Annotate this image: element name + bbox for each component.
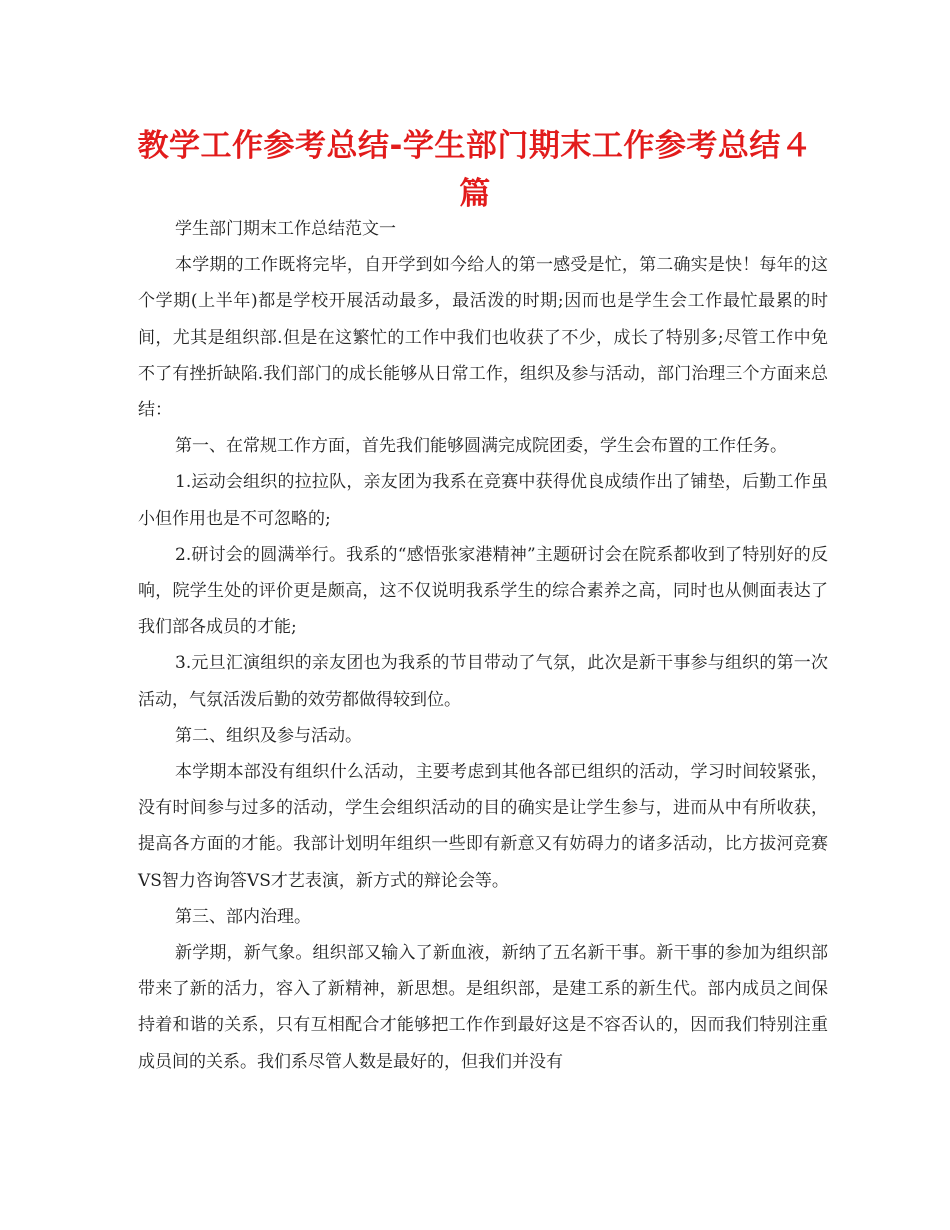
paragraph-section-two-body: 本学期本部没有组织什么活动，主要考虑到其他各部已组织的活动，学习时间较紧张，没有时间参与过多的活动，学生会组织活动的目的确实是让学生参与，进而从中有所收获，提高各方面的才能。我部计划明年组织一些即有新意又有妨碍力的诸多活动，比方拔河竞赛VS智力咨询答VS才艺表演，新方式的辩论会等。: [138, 762, 828, 891]
paragraph-section-two-heading: 第二、组织及参与活动。: [175, 725, 362, 746]
paragraph-item-1: 1.运动会组织的拉拉队，亲友团为我系在竞赛中获得优良成绩作出了铺垫，后勤工作虽小但作用也是不可忽略的;: [138, 472, 828, 529]
document-body: [138, 211, 828, 1080]
document-title: 教学工作参考总结-学生部门期末工作参考总结４篇: [137, 128, 813, 212]
paragraph-subtitle: 学生部门期末工作总结范文一: [175, 219, 396, 239]
paragraph-section-three-body: 新学期，新气象。组织部又输入了新血液，新纳了五名新干事。新干事的参加为组织部带来了新的活力，容入了新精神，新思想。是组织部，是建工系的新生代。部内成员之间保持着和谐的关系，只有互相配合才能够把工作作到最好这是不容否认的，因而我们特别注重成员间的关系。我们系尽管人数是最好的，但我们并没有: [138, 943, 828, 1072]
paragraph-intro: 本学期的工作既将完毕，自开学到如今给人的第一感受是忙，第二确实是快！每年的这个学期(上半年)都是学校开展活动最多，最活泼的时期;因而也是学生会工作最忙最累的时间，尤其是组织部.但是在这繁忙的工作中我们也收获了不少，成长了特别多;尽管工作中免不了有挫折缺陷.我们部门的成长能够从日常工作，组织及参与活动，部门治理三个方面来总结：: [138, 255, 828, 421]
paragraph-item-3: 3.元旦汇演组织的亲友团也为我系的节目带动了气氛，此次是新干事参与组织的第一次活动，气氛活泼后勤的效劳都做得较到位。: [138, 653, 828, 710]
paragraph-section-one-heading: 第一、在常规工作方面，首先我们能够圆满完成院团委，学生会布置的工作任务。: [175, 436, 787, 457]
paragraph-item-2: 2.研讨会的圆满举行。我系的“感悟张家港精神”主题研讨会在院系都收到了特别好的反响，院学生处的评价更是颇高，这不仅说明我系学生的综合素养之高，同时也从侧面表达了我们部各成员的才能;: [138, 544, 828, 638]
paragraph-section-three-heading: 第三、部内治理。: [175, 906, 311, 927]
